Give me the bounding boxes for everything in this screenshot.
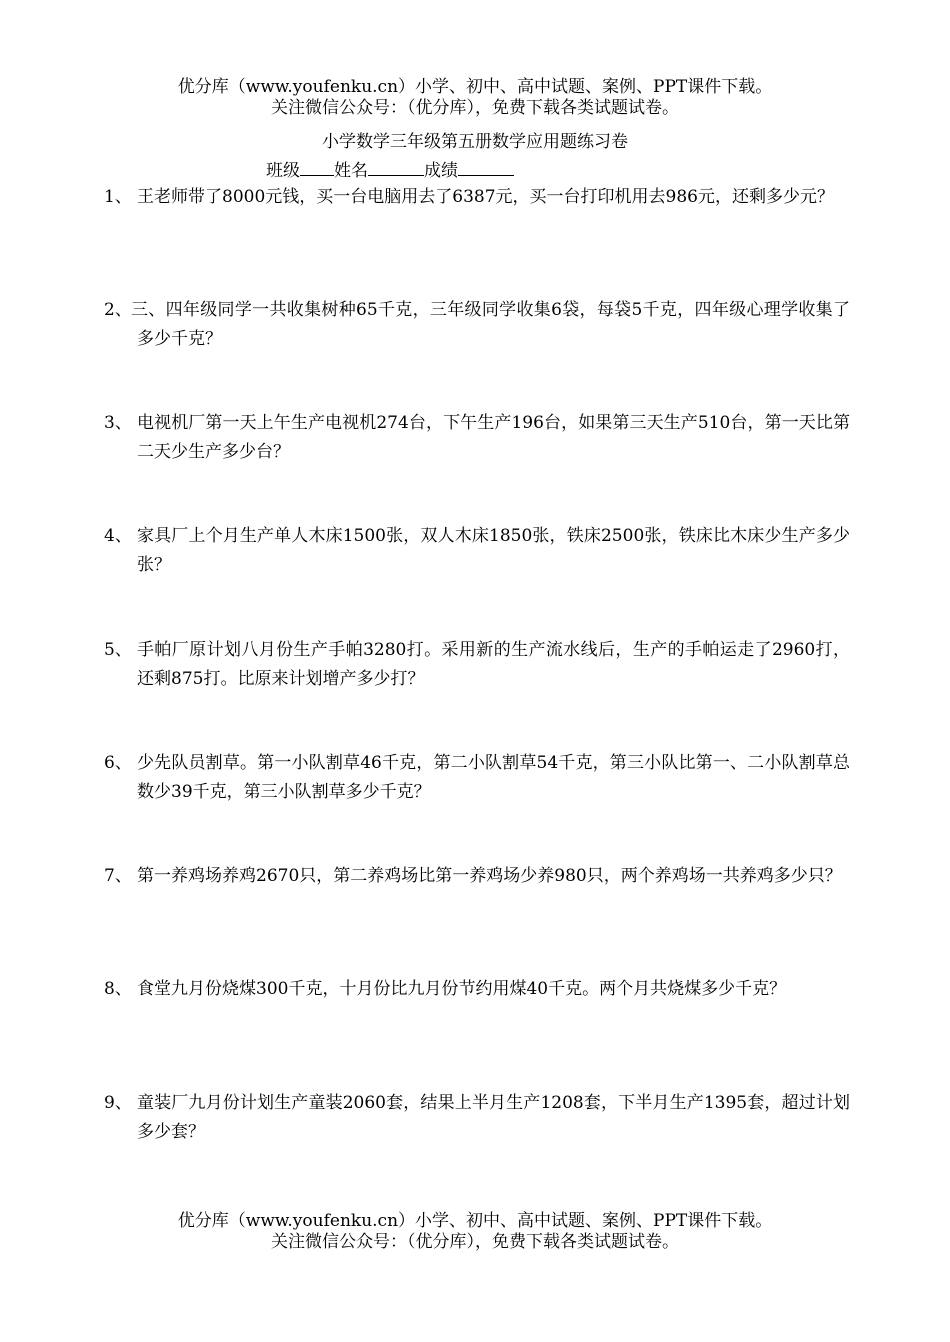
- question-1: [104, 183, 850, 212]
- question-4: [104, 522, 850, 580]
- page-title: 小学数学三年级第五册数学应用题练习卷: [322, 132, 628, 152]
- question-number: 9、: [104, 1093, 132, 1113]
- page-footer: [0, 1211, 950, 1253]
- question-2: [104, 296, 850, 354]
- student-info-line: [266, 157, 514, 183]
- footer-line-1: 优分库（www.youfenku.cn）小学、初中、高中试题、案例、PPT课件下载。: [177, 1211, 773, 1231]
- question-number: 6、: [104, 753, 132, 773]
- page-header: [0, 77, 950, 119]
- name-label: 姓名: [334, 161, 368, 181]
- question-text: 手帕厂原计划八月份生产手帕3280打。采用新的生产流水线后，生产的手帕运走了2960打，还剩875打。比原来计划增产多少打？: [137, 640, 850, 689]
- question-9: [104, 1089, 850, 1147]
- question-text: 食堂九月份烧煤300千克，十月份比九月份节约用煤40千克。两个月共烧煤多少千克？: [137, 979, 787, 999]
- question-text: 王老师带了8000元钱，买一台电脑用去了6387元，买一台打印机用去986元，还剩多少元？: [137, 187, 834, 207]
- question-text: 童装厂九月份计划生产童装2060套，结果上半月生产1208套，下半月生产1395套，超过计划多少套？: [137, 1093, 850, 1142]
- question-text: 家具厂上个月生产单人木床1500张，双人木床1850张，铁床2500张，铁床比木床少生产多少张？: [137, 526, 850, 575]
- header-line-1: 优分库（www.youfenku.cn）小学、初中、高中试题、案例、PPT课件下载。: [177, 77, 773, 97]
- question-text: 电视机厂第一天上午生产电视机274台，下午生产196台，如果第三天生产510台，第一天比第二天少生产多少台？: [137, 413, 850, 462]
- question-number: 7、: [104, 866, 132, 886]
- question-8: [104, 975, 850, 1004]
- header-line-2: 关注微信公众号：（优分库），免费下载各类试题试卷。: [271, 98, 679, 118]
- question-3: [104, 409, 850, 467]
- question-text: 三、四年级同学一共收集树种65千克，三年级同学收集6袋，每袋5千克，四年级心理学收集了多少千克？: [131, 300, 850, 349]
- footer-line-2: 关注微信公众号：（优分库），免费下载各类试题试卷。: [271, 1232, 679, 1252]
- question-number: 2、: [104, 300, 132, 320]
- question-7: [104, 862, 850, 891]
- question-number: 8、: [104, 979, 132, 999]
- question-5: [104, 636, 850, 694]
- class-label: 班级: [266, 161, 300, 181]
- question-number: 1、: [104, 187, 132, 207]
- name-blank: [368, 157, 424, 176]
- question-6: [104, 749, 850, 807]
- question-number: 5、: [104, 640, 132, 660]
- class-blank: [300, 157, 334, 176]
- question-text: 第一养鸡场养鸡2670只，第二养鸡场比第一养鸡场少养980只，两个养鸡场一共养鸡多少只？: [137, 866, 842, 886]
- score-label: 成绩: [424, 161, 458, 181]
- score-blank: [458, 157, 514, 176]
- question-number: 3、: [104, 413, 132, 433]
- question-number: 4、: [104, 526, 132, 546]
- question-text: 少先队员割草。第一小队割草46千克，第二小队割草54千克，第三小队比第一、二小队割草总数少39千克，第三小队割草多少千克？: [137, 753, 850, 802]
